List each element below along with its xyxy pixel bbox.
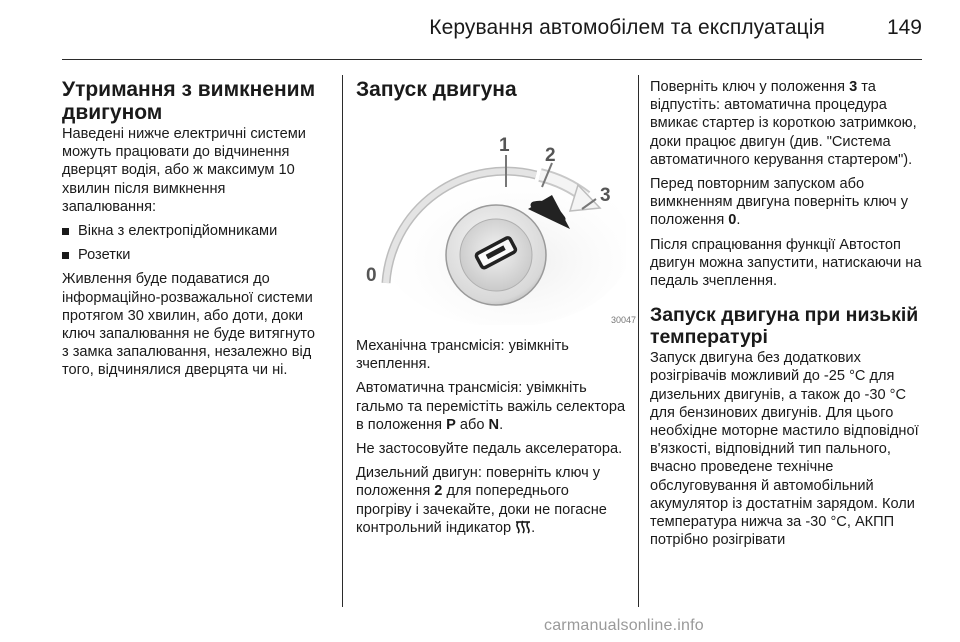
position-3: 3 [849, 79, 858, 95]
figure-code: 30047 [610, 315, 636, 325]
position-0: 0 [728, 212, 737, 229]
watermark: carmanualsonline.info [544, 617, 704, 634]
paragraph-accelerator: Не застосовуйте педаль акселератора. [356, 441, 623, 458]
page-number: 149 [886, 16, 922, 39]
text-run: для попереднього прогріву і зачекайте, доки не погасне контрольний індикатор [356, 483, 607, 536]
glow-plug-icon [515, 520, 531, 534]
column-divider-2 [638, 75, 639, 607]
column-3 [650, 78, 925, 555]
body-paragraph: Живлення буде подаватися до інформаційно-розважальної системи протягом 30 хвилин, або доти, доки ключ запалювання не буде витягнуто з замка запалювання, незалежно від того, відчинялися дверцята чи ні. [62, 271, 315, 379]
text-run: та відпустіть: автоматична процедура вмикає стартер із короткою затримкою, доки працює двигун (див. "Система автоматичного керування стартером"). [650, 79, 917, 168]
paragraph-cold-start: Запуск двигуна без додаткових розігрівачів можливий до -25 °C для дизельних двигунів, а також до -30 °C для бензинових двигунів. Для цього необхідне моторне мастило відповідної в'язкості, відповідний тип пального, вчасно проведене технічне обслуговування й автомобільний акумулятор із достатнім зарядом. Коли температура нижча за -30 °C, АКПП потрібно розігрівати [650, 350, 919, 549]
text-run: . [736, 212, 741, 229]
text-run: Перед повторним запуском або вимкненням двигуна поверніть ключ у положення [650, 176, 909, 229]
bullet-text: Вікна з електропідйомниками [78, 223, 278, 240]
text-run: . [531, 519, 536, 536]
bullet-item [62, 246, 322, 264]
bullet-square-icon [62, 228, 69, 235]
bullet-text: Розетки [78, 247, 131, 264]
section-heading-engine-start: Запуск двигуна [356, 78, 517, 101]
position-label-1: 1 [499, 135, 510, 156]
text-run: Дизельний двигун: поверніть ключ у положення [356, 465, 601, 500]
bullet-item [62, 222, 322, 240]
paragraph-manual-transmission: Механічна трансмісія: увімкніть зчеплення. [356, 338, 569, 373]
column-2 [356, 78, 636, 543]
position-n: N [488, 416, 500, 433]
text-run: або [455, 416, 489, 433]
intro-paragraph: Наведені нижче електричні системи можуть працювати до відчинення дверцят водія, або ж максимум 10 хвилин після вимкнення запалювання: [62, 126, 306, 215]
position-label-0: 0 [366, 265, 377, 286]
position-2: 2 [434, 483, 443, 500]
text-run: Поверніть ключ у положення [650, 79, 850, 95]
text-run: Автоматична трансмісія: увімкніть гальмо та перемістіть важіль селектора в положення [356, 380, 626, 433]
page-header [0, 0, 960, 60]
position-p: P [446, 416, 456, 433]
paragraph-automatic-transmission [356, 379, 628, 434]
bullet-square-icon [62, 252, 69, 259]
header-rule [62, 59, 922, 60]
running-title: Керування автомобілем та експлуатація [429, 16, 825, 39]
ignition-switch-figure [356, 105, 638, 325]
paragraph-diesel [356, 464, 628, 537]
section-heading-engine-off: Утримання з вимкненим двигуном [62, 78, 316, 124]
paragraph-position-3 [650, 78, 925, 169]
section-heading-cold-start: Запуск двигуна при низькій температурі [650, 304, 919, 349]
position-label-3: 3 [600, 185, 611, 206]
position-label-2: 2 [545, 145, 556, 166]
column-1 [62, 78, 322, 386]
column-divider-1 [342, 75, 343, 607]
text-run: . [499, 416, 504, 433]
ignition-switch-illustration [356, 105, 626, 325]
paragraph-position-0 [650, 175, 925, 230]
paragraph-autostop: Після спрацювання функції Автостоп двигун можна запустити, натискаючи на педаль зчеплення. [650, 236, 922, 290]
